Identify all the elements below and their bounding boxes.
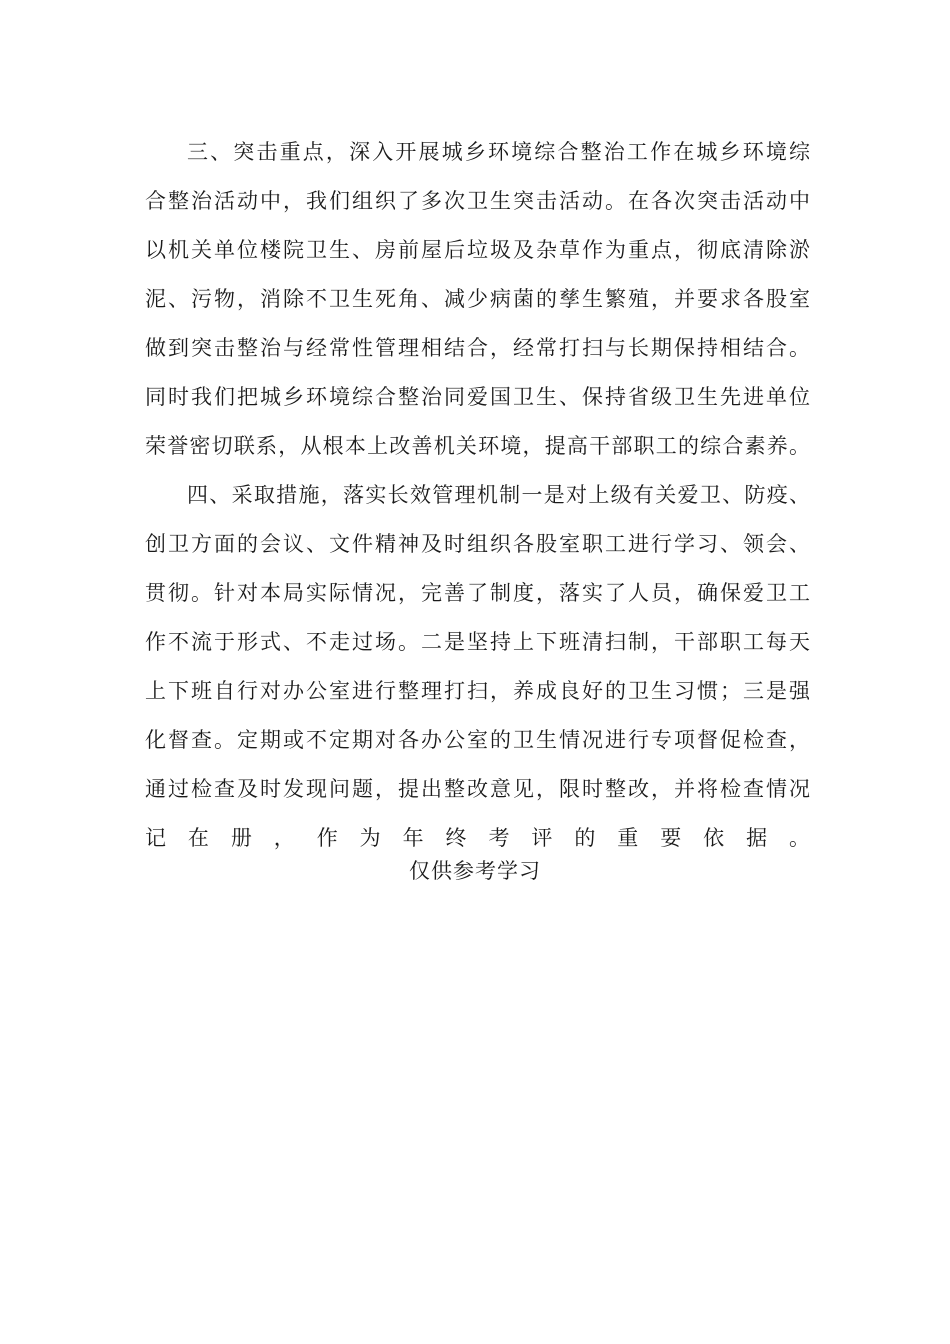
paragraph-line: 化督查。定期或不定期对各办公室的卫生情况进行专项督促检查， (145, 728, 810, 752)
paragraph-line: 四、采取措施，落实长效管理机制一是对上级有关爱卫、防疫、 (187, 483, 810, 507)
paragraph-line: 通过检查及时发现问题，提出整改意见，限时整改，并将检查情况 (145, 777, 810, 801)
paragraph-line: 创卫方面的会议、文件精神及时组织各股室职工进行学习、领会、 (145, 532, 810, 556)
paragraph-line: 合整治活动中，我们组织了多次卫生突击活动。在各次突击活动中 (145, 189, 810, 213)
body-text (145, 128, 810, 912)
paragraph-line: 作不流于形式、不走过场。二是坚持上下班清扫制，干部职工每天 (145, 630, 810, 654)
paragraph-line: 荣誉密切联系，从根本上改善机关环境，提高干部职工的综合素养。 (145, 434, 810, 458)
paragraph-line: 贯彻。针对本局实际情况，完善了制度，落实了人员，确保爱卫工 (145, 581, 810, 605)
paragraph-4 (145, 471, 810, 912)
paragraph-line: 记在册，作为年终考评的重要依据。 (145, 826, 810, 850)
reference-note: 仅供参考学习 (409, 859, 541, 883)
paragraph-line: 做到突击整治与经常性管理相结合，经常打扫与长期保持相结合。 (145, 336, 810, 360)
paragraph-line: 三、突击重点，深入开展城乡环境综合整治工作在城乡环境综 (187, 140, 810, 164)
paragraph-line: 以机关单位楼院卫生、房前屋后垃圾及杂草作为重点，彻底清除淤 (145, 238, 810, 262)
paragraph-line: 泥、污物，消除不卫生死角、减少病菌的孳生繁殖，并要求各股室 (145, 287, 810, 311)
paragraph-3 (145, 128, 810, 471)
paragraph-line: 上下班自行对办公室进行整理打扫，养成良好的卫生习惯；三是强 (145, 679, 810, 703)
paragraph-line: 同时我们把城乡环境综合整治同爱国卫生、保持省级卫生先进单位 (145, 385, 810, 409)
